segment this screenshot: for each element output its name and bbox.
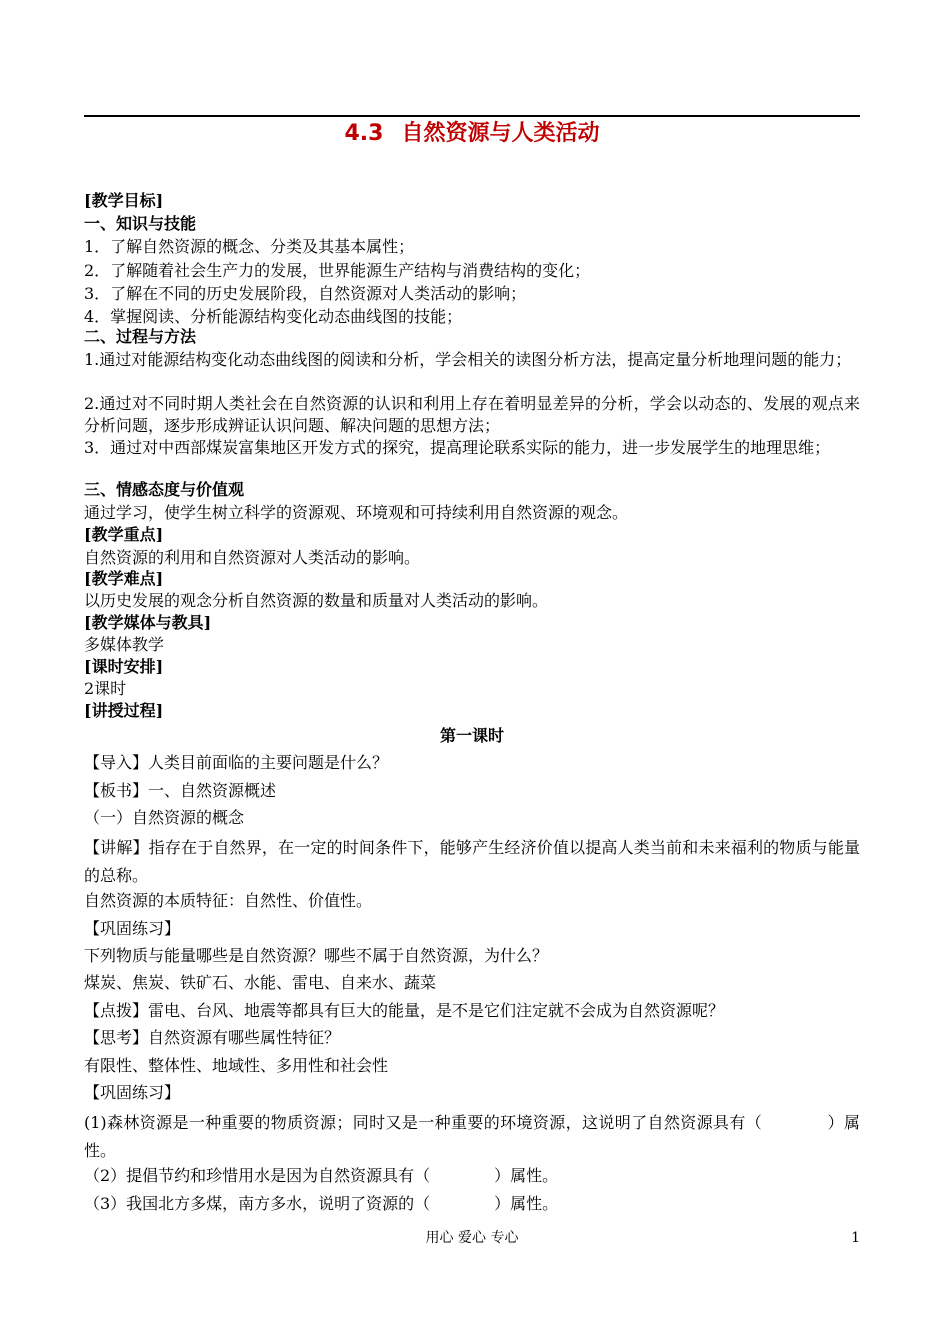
text-line: 自然资源的利用和自然资源对人类活动的影响。 bbox=[84, 548, 421, 567]
text-paragraph: 3．通过对中西部煤炭富集地区开发方式的探究，提高理论联系实际的能力，进一步发展学生的地理思维； bbox=[84, 438, 831, 457]
text-line: 2课时 bbox=[84, 679, 127, 698]
section-heading: [教学目标] bbox=[84, 191, 164, 210]
text-line: 以历史发展的观念分析自然资源的数量和质量对人类活动的影响。 bbox=[84, 591, 549, 610]
section-heading: [教学重点] bbox=[84, 525, 164, 544]
text-line: 【思考】自然资源有哪些属性特征？ bbox=[84, 1028, 341, 1047]
title-number: 4.3 bbox=[344, 121, 384, 146]
footer-text: 用心 爱心 专心 bbox=[425, 1230, 519, 1246]
text-paragraph: 2.通过对不同时期人类社会在自然资源的认识和利用上存在着明显差异的分析，学会以动态的、发展的观点来分析问题，逐步形成辨证认识问题、解决问题的思想方法； bbox=[84, 394, 860, 435]
subheading: 一、知识与技能 bbox=[84, 214, 197, 233]
text-line: （一）自然资源的概念 bbox=[84, 808, 245, 827]
section-heading: [讲授过程] bbox=[84, 701, 164, 720]
header-rule bbox=[84, 115, 860, 117]
page-number: 1 bbox=[851, 1230, 860, 1246]
text-line: 多媒体教学 bbox=[84, 635, 165, 654]
text-line: 3．了解在不同的历史发展阶段，自然资源对人类活动的影响； bbox=[84, 284, 527, 303]
section-heading: [教学媒体与教具] bbox=[84, 613, 212, 632]
text-paragraph: 1.通过对能源结构变化动态曲线图的阅读和分析，学会相关的读图分析方法，提高定量分析地理问题的能力； bbox=[84, 350, 852, 369]
text-line: 【板书】一、自然资源概述 bbox=[84, 781, 277, 800]
text-line: 【巩固练习】 bbox=[84, 1083, 181, 1102]
subheading: 三、情感态度与价值观 bbox=[84, 480, 245, 499]
text-line: 【点拨】雷电、台风、地震等都具有巨大的能量，是不是它们注定就不会成为自然资源呢？ bbox=[84, 1001, 725, 1020]
text-paragraph: 【讲解】指存在于自然界，在一定的时间条件下，能够产生经济价值以提高人类当前和未来福利的物质与能量的总称。 bbox=[84, 838, 860, 885]
text-line: （2）提倡节约和珍惜用水是因为自然资源具有（ ）属性。 bbox=[84, 1166, 559, 1185]
page-title bbox=[84, 118, 860, 150]
text-line: 自然资源的本质特征：自然性、价值性。 bbox=[84, 891, 373, 910]
text-line: 煤炭、焦炭、铁矿石、水能、雷电、自来水、蔬菜 bbox=[84, 973, 437, 992]
text-line: 通过学习，使学生树立科学的资源观、环境观和可持续利用自然资源的观念。 bbox=[84, 503, 629, 522]
lesson-heading: 第一课时 bbox=[439, 726, 504, 745]
text-line: 下列物质与能量哪些是自然资源？哪些不属于自然资源，为什么？ bbox=[84, 946, 549, 965]
text-line: 1．了解自然资源的概念、分类及其基本属性； bbox=[84, 237, 415, 256]
text-line: 4．掌握阅读、分析能源结构变化动态曲线图的技能； bbox=[84, 307, 463, 326]
text-line: 【巩固练习】 bbox=[84, 919, 181, 938]
text-line: 2．了解随着社会生产力的发展，世界能源生产结构与消费结构的变化； bbox=[84, 261, 591, 280]
subheading: 二、过程与方法 bbox=[84, 327, 197, 346]
text-line: 【导入】人类目前面临的主要问题是什么？ bbox=[84, 753, 389, 772]
text-line: （3）我国北方多煤，南方多水，说明了资源的（ ）属性。 bbox=[84, 1194, 559, 1213]
section-heading: [教学难点] bbox=[84, 569, 164, 588]
text-paragraph: (1)森林资源是一种重要的物质资源；同时又是一种重要的环境资源，这说明了自然资源具有（ ）属性。 bbox=[84, 1113, 860, 1160]
text-line: 有限性、整体性、地域性、多用性和社会性 bbox=[84, 1056, 389, 1075]
title-text: 自然资源与人类活动 bbox=[401, 121, 600, 146]
section-heading: [课时安排] bbox=[84, 657, 164, 676]
